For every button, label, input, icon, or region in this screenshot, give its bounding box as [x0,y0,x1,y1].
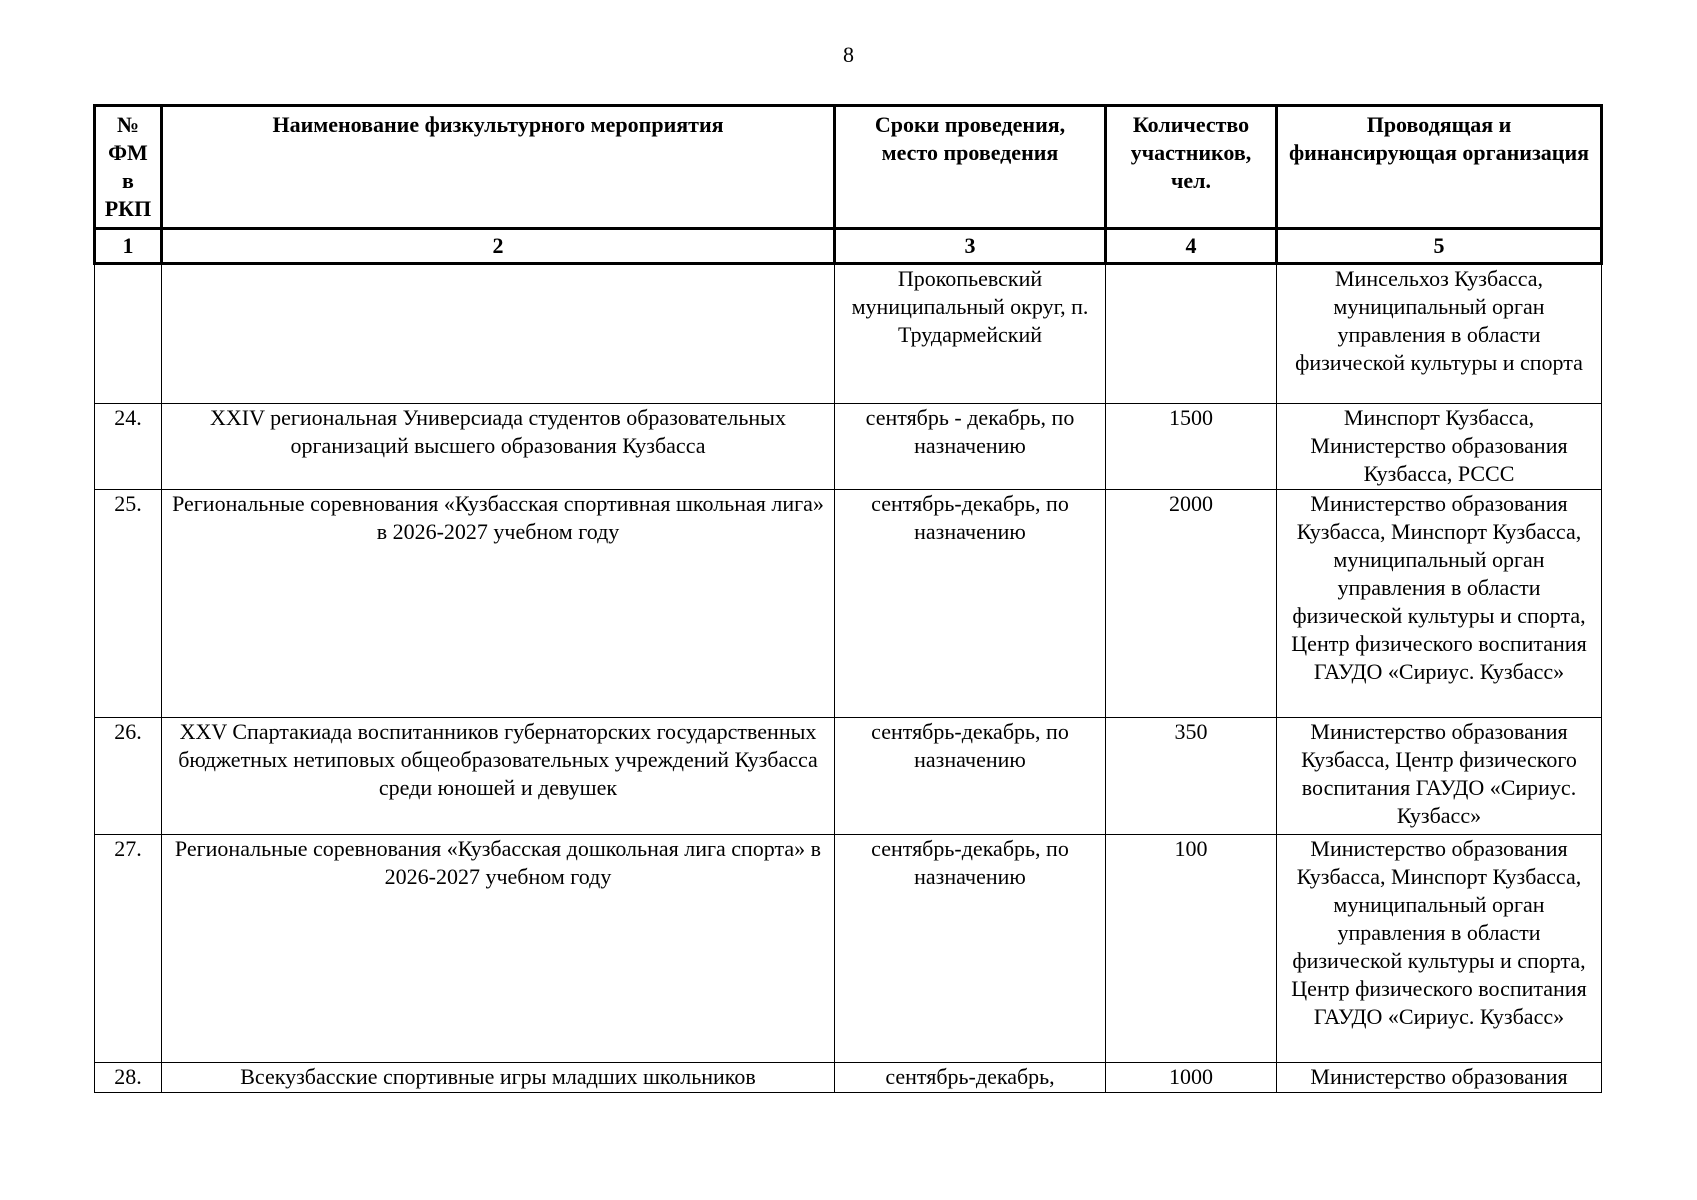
event-dates-place: сентябрь-декабрь, [835,1063,1106,1093]
row-number: 28. [95,1063,162,1093]
event-name: Региональные соревнования «Кузбасская дошкольная лига спорта» в 2026-2027 учебном году [162,835,835,1063]
events-table [93,104,1603,1093]
event-participants: 1000 [1106,1063,1277,1093]
header-participants: Количество участников, чел. [1106,106,1277,229]
table-row [95,404,1602,490]
table-row [95,1063,1602,1093]
event-organizer: Минспорт Кузбасса, Министерство образования Кузбасса, РССС [1277,404,1602,490]
event-dates-place: сентябрь-декабрь, по назначению [835,490,1106,718]
event-organizer: Минсельхоз Кузбасса, муниципальный орган управления в области физической культуры и спорта [1277,264,1602,404]
event-name: XXIV региональная Универсиада студентов образовательных организаций высшего образования Кузбасса [162,404,835,490]
event-dates-place: сентябрь - декабрь, по назначению [835,404,1106,490]
table-row [95,264,1602,404]
header-dates-place: Сроки проведения, место проведения [835,106,1106,229]
event-organizer: Министерство образования Кузбасса, Минспорт Кузбасса, муниципальный орган управления в области физической культуры и спорта, Центр физического воспитания ГАУДО «Сириус. Кузбасс» [1277,490,1602,718]
event-participants: 1500 [1106,404,1277,490]
header-organizer: Проводящая и финансирующая организация [1277,106,1602,229]
row-number: 24. [95,404,162,490]
table-row [95,835,1602,1063]
event-participants [1106,264,1277,404]
event-name [162,264,835,404]
event-dates-place: сентябрь-декабрь, по назначению [835,835,1106,1063]
column-number: 4 [1106,229,1277,264]
event-participants: 100 [1106,835,1277,1063]
event-dates-place: сентябрь-декабрь, по назначению [835,718,1106,835]
event-name: Региональные соревнования «Кузбасская спортивная школьная лига» в 2026-2027 учебном году [162,490,835,718]
table-row [95,718,1602,835]
header-num: № ФМ в РКП [95,106,162,229]
event-name: XXV Спартакиада воспитанников губернаторских государственных бюджетных нетиповых общеобразовательных учреждений Кузбасса среди юношей и девушек [162,718,835,835]
column-number: 1 [95,229,162,264]
row-number: 27. [95,835,162,1063]
column-number-row [95,229,1602,264]
event-organizer: Министерство образования Кузбасса, Минспорт Кузбасса, муниципальный орган управления в области физической культуры и спорта, Центр физического воспитания ГАУДО «Сириус. Кузбасс» [1277,835,1602,1063]
row-number [95,264,162,404]
event-participants: 2000 [1106,490,1277,718]
event-name: Всекузбасские спортивные игры младших школьников [162,1063,835,1093]
column-number: 3 [835,229,1106,264]
event-dates-place: Прокопьевский муниципальный округ, п. Трудармейский [835,264,1106,404]
table-row [95,490,1602,718]
column-number: 5 [1277,229,1602,264]
event-organizer: Министерство образования Кузбасса, Центр физического воспитания ГАУДО «Сириус. Кузбасс» [1277,718,1602,835]
event-participants: 350 [1106,718,1277,835]
header-row [95,106,1602,229]
header-name: Наименование физкультурного мероприятия [162,106,835,229]
event-organizer: Министерство образования [1277,1063,1602,1093]
page-number: 8 [843,42,854,67]
row-number: 26. [95,718,162,835]
row-number: 25. [95,490,162,718]
column-number: 2 [162,229,835,264]
